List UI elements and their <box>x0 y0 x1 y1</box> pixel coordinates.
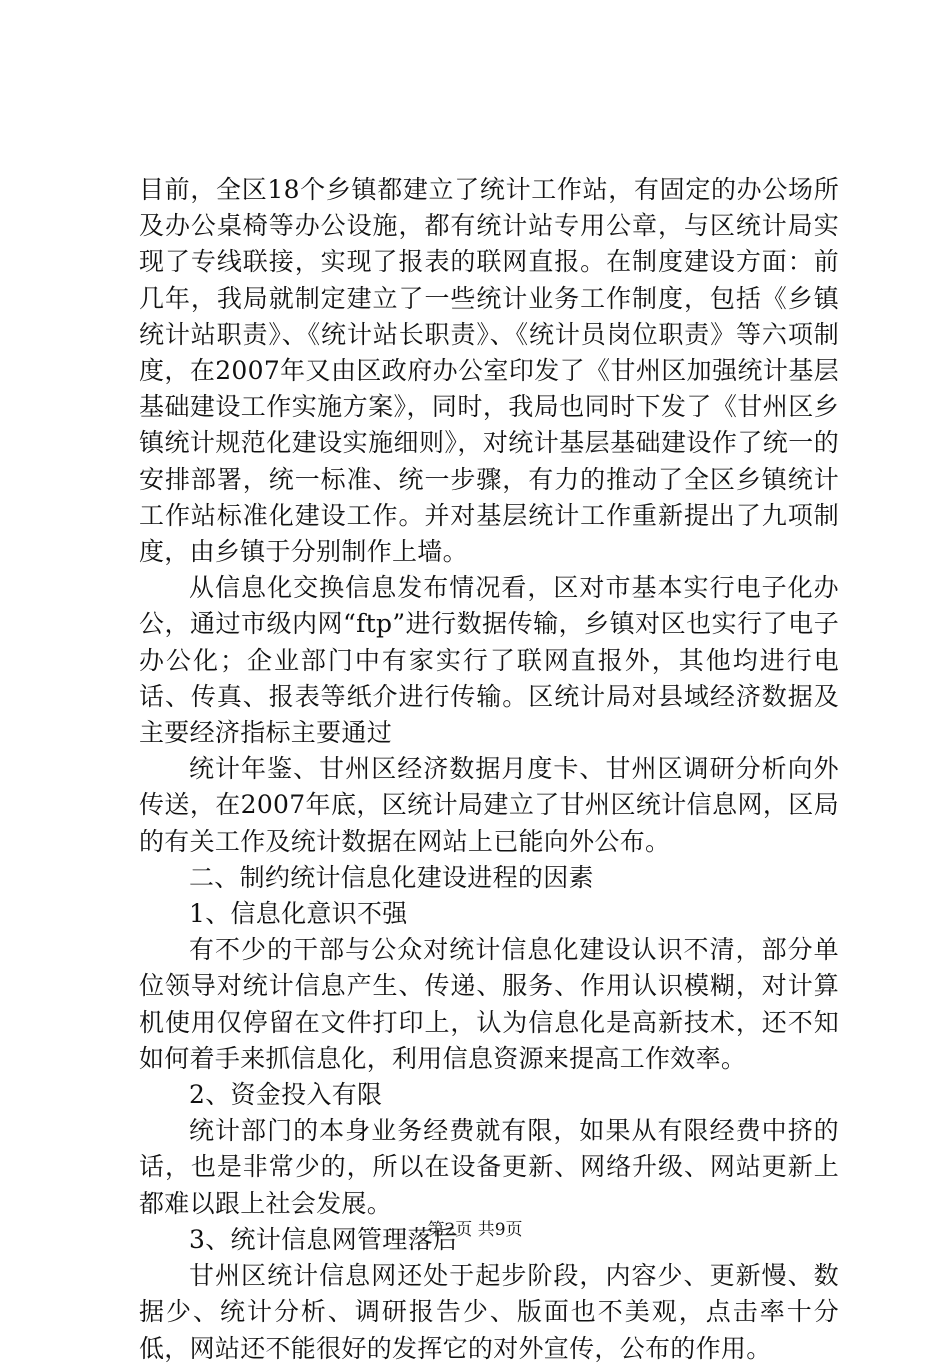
paragraph-funding: 统计部门的本身业务经费就有限，如果从有限经费中挤的话，也是非常少的，所以在设备更新、网络升级、网站更新上都难以跟上社会发展。 <box>139 1116 839 1218</box>
subheading-website-management: 3、统计信息网管理落后 <box>189 1224 459 1254</box>
subheading-funding: 2、资金投入有限 <box>189 1080 383 1110</box>
paragraph-stats-stations: 目前，全区18个乡镇都建立了统计工作站，有固定的办公场所及办公桌椅等办公设施，都有统计站专用公章，与区统计局实现了专线联接，实现了报表的联网直报。在制度建设方面：前几年，我局就制定建立了一些统计业务工作制度，包括《乡镇统计站职责》、《统计站长职责》、《统计员岗位职责》等六项制度，在2007年又由区政府办公室印发了《甘州区加强统计基层基础建设工作实施方案》，同时，我局也同时下发了《甘州区乡镇统计规范化建设实施细则》，对统计基层基础建设作了统一的安排部署，统一标准、统一步骤，有力的推动了全区乡镇统计工作站标准化建设工作。并对基层统计工作重新提出了九项制度，由乡镇于分别制作上墙。 <box>139 175 839 567</box>
paragraph-awareness: 有不少的干部与公众对统计信息化建设认识不清，部分单位领导对统计信息产生、传递、服务、作用认识模糊，对计算机使用仅停留在文件打印上，认为信息化是高新技术，还不知如何着手来抓信息化，利用信息资源来提高工作效率。 <box>139 935 839 1073</box>
page-number-footer: 第2页 共9页 <box>427 1220 523 1240</box>
paragraph-website-management: 甘州区统计信息网还处于起步阶段，内容少、更新慢、数据少、统计分析、调研报告少、版面也不美观，点击率十分低，网站还不能很好的发挥它的对外宣传，公布的作用。 <box>139 1261 839 1363</box>
section-heading-constraints: 二、制约统计信息化建设进程的因素 <box>189 862 594 892</box>
paragraph-yearbook-publication: 统计年鉴、甘州区经济数据月度卡、甘州区调研分析向外传送，在2007年底，区统计局建立了甘州区统计信息网，区局的有关工作及统计数据在网站上已能向外公布。 <box>139 754 839 856</box>
subheading-awareness: 1、信息化意识不强 <box>189 899 408 929</box>
document-body <box>139 172 839 1367</box>
paragraph-information-exchange: 从信息化交换信息发布情况看，区对市基本实行电子化办公，通过市级内网“ftp”进行数据传输，乡镇对区也实行了电子办公化；企业部门中有家实行了联网直报外，其他均进行电话、传真、报表等纸介进行传输。区统计局对县域经济数据及主要经济指标主要通过 <box>139 573 839 748</box>
